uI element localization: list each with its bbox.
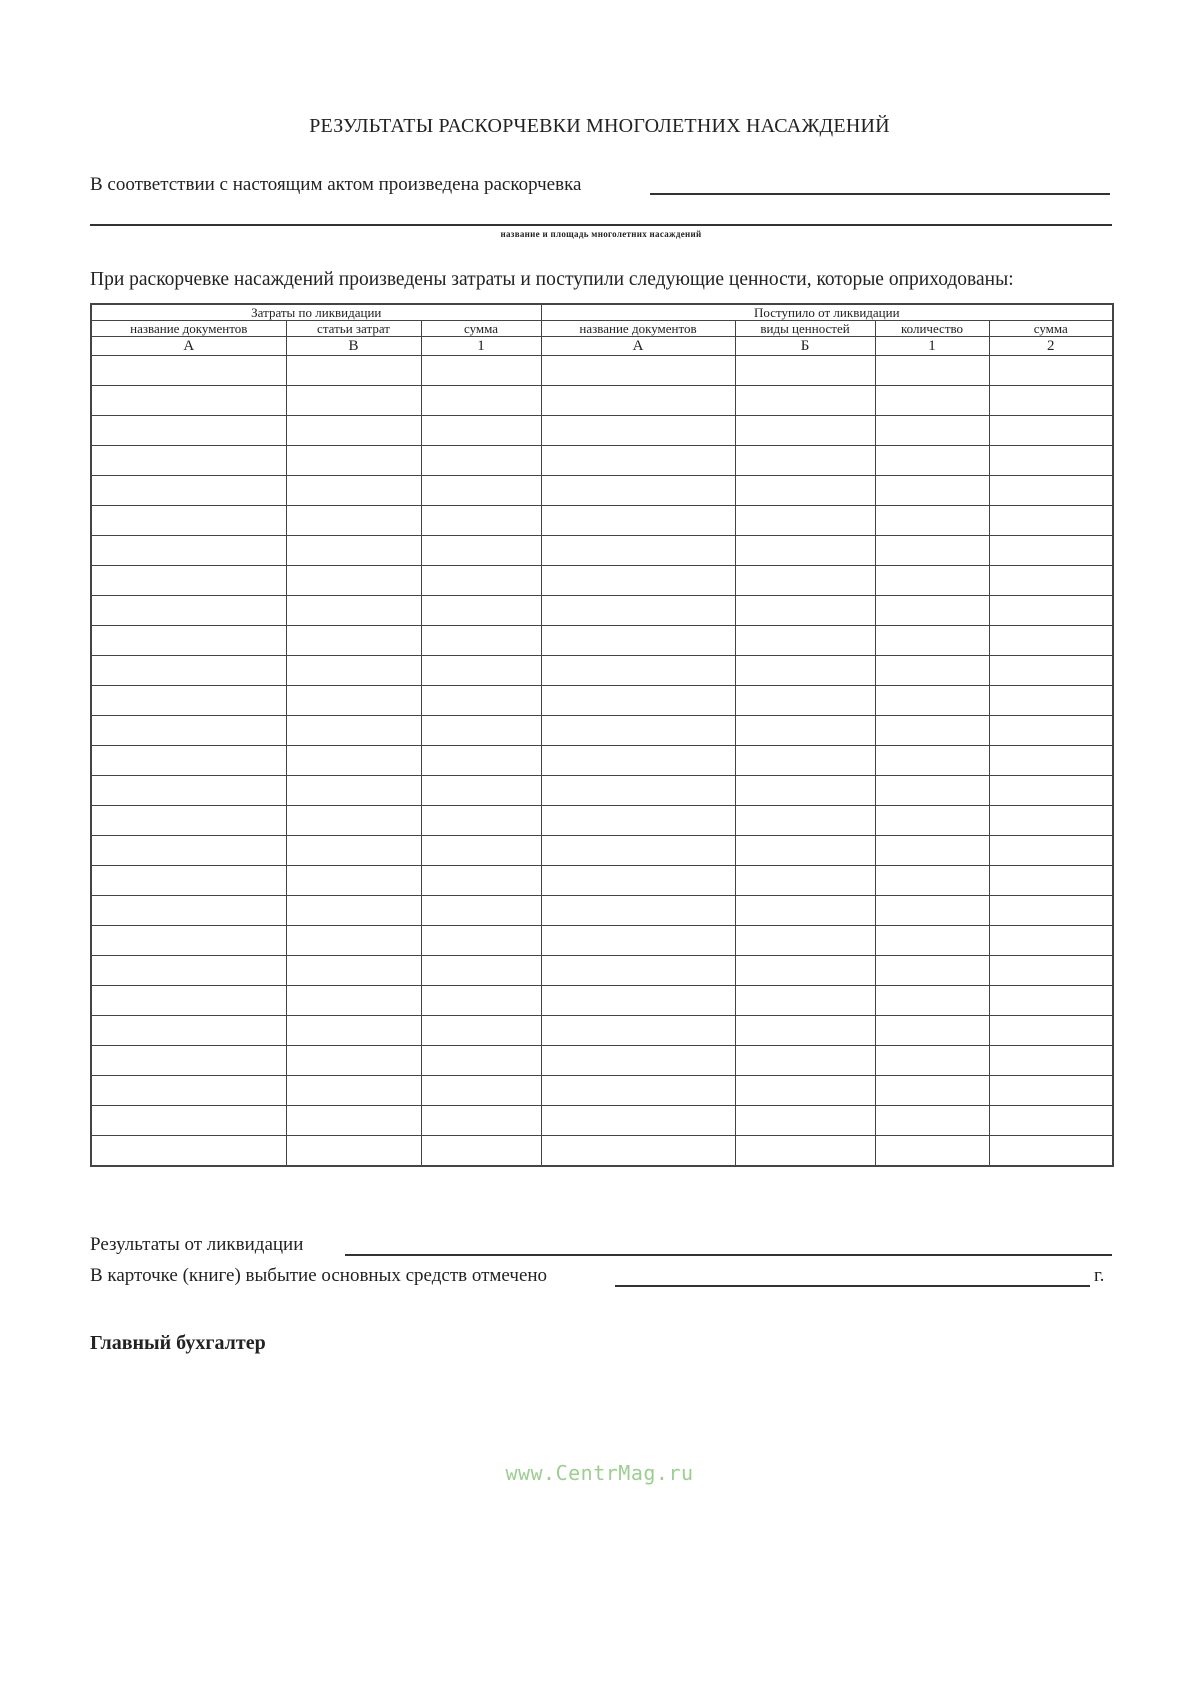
table-cell[interactable] (875, 626, 989, 656)
table-cell[interactable] (989, 356, 1113, 386)
table-cell[interactable] (541, 596, 735, 626)
table-cell[interactable] (421, 506, 541, 536)
table-cell[interactable] (286, 866, 421, 896)
col-header: виды ценностей (735, 321, 875, 337)
table-cell[interactable] (875, 416, 989, 446)
table-cell[interactable] (421, 1076, 541, 1106)
table-cell[interactable] (421, 536, 541, 566)
table-cell[interactable] (421, 476, 541, 506)
table-cell[interactable] (875, 356, 989, 386)
table-cell[interactable] (286, 356, 421, 386)
table-cell[interactable] (875, 506, 989, 536)
card-label: В карточке (книге) выбытие основных средств отмечено (90, 1265, 548, 1286)
table-cell[interactable] (286, 776, 421, 806)
table-cell[interactable] (286, 566, 421, 596)
table-row (91, 596, 1113, 626)
table-cell[interactable] (735, 806, 875, 836)
plantation-caption: название и площадь многолетних насаждений (500, 229, 702, 239)
table-row (91, 1046, 1113, 1076)
table-cell[interactable] (91, 566, 286, 596)
table-cell[interactable] (541, 926, 735, 956)
table-cell[interactable] (421, 416, 541, 446)
table-row (91, 416, 1113, 446)
table-cell[interactable] (421, 1136, 541, 1167)
table-cell[interactable] (421, 626, 541, 656)
table-cell[interactable] (735, 896, 875, 926)
table-cell[interactable] (91, 656, 286, 686)
table-cell[interactable] (541, 956, 735, 986)
table-cell[interactable] (875, 716, 989, 746)
table-cell[interactable] (541, 716, 735, 746)
table-cell[interactable] (421, 1106, 541, 1136)
table-cell[interactable] (286, 536, 421, 566)
table-cell[interactable] (421, 866, 541, 896)
table-cell[interactable] (421, 896, 541, 926)
table-cell[interactable] (541, 416, 735, 446)
table-cell[interactable] (91, 536, 286, 566)
table-cell[interactable] (541, 566, 735, 596)
table-cell[interactable] (989, 716, 1113, 746)
table-cell[interactable] (91, 896, 286, 926)
table-cell[interactable] (421, 926, 541, 956)
table-cell[interactable] (875, 656, 989, 686)
table-cell[interactable] (541, 476, 735, 506)
table-cell[interactable] (735, 1106, 875, 1136)
table-cell[interactable] (735, 956, 875, 986)
table-cell[interactable] (541, 836, 735, 866)
table-cell[interactable] (735, 506, 875, 536)
table-cell[interactable] (989, 956, 1113, 986)
table-cell[interactable] (735, 1016, 875, 1046)
table-cell[interactable] (91, 476, 286, 506)
table-cell[interactable] (421, 1046, 541, 1076)
table-cell[interactable] (421, 386, 541, 416)
table-cell[interactable] (735, 446, 875, 476)
table-cell[interactable] (541, 746, 735, 776)
table-cell[interactable] (989, 416, 1113, 446)
table-cell[interactable] (286, 446, 421, 476)
table-cell[interactable] (421, 566, 541, 596)
table-cell[interactable] (735, 1136, 875, 1167)
table-row (91, 776, 1113, 806)
table-cell[interactable] (989, 1046, 1113, 1076)
table-cell[interactable] (286, 806, 421, 836)
table-cell[interactable] (286, 836, 421, 866)
table-cell[interactable] (735, 626, 875, 656)
table-cell[interactable] (286, 596, 421, 626)
table-cell[interactable] (989, 686, 1113, 716)
table-cell[interactable] (875, 386, 989, 416)
table-cell[interactable] (735, 866, 875, 896)
col-code: 2 (989, 337, 1113, 356)
table-cell[interactable] (875, 866, 989, 896)
table-cell[interactable] (989, 746, 1113, 776)
table-cell[interactable] (91, 686, 286, 716)
table-cell[interactable] (421, 836, 541, 866)
table-cell[interactable] (286, 716, 421, 746)
col-header: количество (875, 321, 989, 337)
table-cell[interactable] (735, 566, 875, 596)
table-cell[interactable] (735, 836, 875, 866)
table-cell[interactable] (541, 536, 735, 566)
table-cell[interactable] (91, 626, 286, 656)
table-cell[interactable] (989, 866, 1113, 896)
table-cell[interactable] (91, 1106, 286, 1136)
table-cell[interactable] (286, 656, 421, 686)
table-cell[interactable] (541, 896, 735, 926)
table-cell[interactable] (989, 536, 1113, 566)
table-row (91, 1136, 1113, 1167)
table-row (91, 476, 1113, 506)
table-cell[interactable] (875, 686, 989, 716)
table-cell[interactable] (91, 956, 286, 986)
table-cell[interactable] (875, 986, 989, 1016)
table-cell[interactable] (286, 746, 421, 776)
table-cell[interactable] (541, 1106, 735, 1136)
table-cell[interactable] (989, 836, 1113, 866)
table-cell[interactable] (91, 506, 286, 536)
table-cell[interactable] (421, 356, 541, 386)
table-cell[interactable] (989, 986, 1113, 1016)
col-header: название документов (91, 321, 286, 337)
table-row (91, 626, 1113, 656)
table-cell[interactable] (735, 776, 875, 806)
table-cell[interactable] (91, 446, 286, 476)
table-row (91, 836, 1113, 866)
table-cell[interactable] (989, 776, 1113, 806)
table-row (91, 746, 1113, 776)
table-cell[interactable] (91, 1046, 286, 1076)
table-cell[interactable] (735, 746, 875, 776)
table-cell[interactable] (735, 596, 875, 626)
table-cell[interactable] (421, 776, 541, 806)
table-cell[interactable] (541, 776, 735, 806)
table-cell[interactable] (421, 806, 541, 836)
table-cell[interactable] (541, 446, 735, 476)
table-cell[interactable] (875, 1046, 989, 1076)
col-code: 1 (421, 337, 541, 356)
table-cell[interactable] (875, 926, 989, 956)
table-row (91, 806, 1113, 836)
table-cell[interactable] (91, 1136, 286, 1167)
table-cell[interactable] (989, 596, 1113, 626)
table-row (91, 716, 1113, 746)
table-cell[interactable] (541, 626, 735, 656)
intro-text: При раскорчевке насаждений произведены затраты и поступили следующие ценности, которые оприходованы: (90, 269, 1014, 290)
table-cell[interactable] (541, 686, 735, 716)
table-row (91, 446, 1113, 476)
table-body (91, 356, 1113, 1167)
table-cell[interactable] (421, 956, 541, 986)
table-cell[interactable] (421, 686, 541, 716)
table-row (91, 926, 1113, 956)
col-code: А (91, 337, 286, 356)
table-row (91, 356, 1113, 386)
table-cell[interactable] (875, 836, 989, 866)
table-cell[interactable] (91, 836, 286, 866)
table-cell[interactable] (91, 866, 286, 896)
table-cell[interactable] (91, 416, 286, 446)
table-cell[interactable] (875, 1106, 989, 1136)
table-cell[interactable] (421, 656, 541, 686)
table-cell[interactable] (875, 1016, 989, 1046)
table-cell[interactable] (421, 746, 541, 776)
table-cell[interactable] (541, 656, 735, 686)
table-cell[interactable] (286, 686, 421, 716)
table-row (91, 536, 1113, 566)
table-cell[interactable] (875, 1076, 989, 1106)
table-cell[interactable] (286, 896, 421, 926)
table-cell[interactable] (875, 806, 989, 836)
table-row (91, 386, 1113, 416)
table-cell[interactable] (875, 566, 989, 596)
signature-label: Главный бухгалтер (90, 1332, 266, 1354)
table-cell[interactable] (875, 476, 989, 506)
table-cell[interactable] (286, 926, 421, 956)
table-cell[interactable] (735, 686, 875, 716)
col-code: А (541, 337, 735, 356)
table-cell[interactable] (875, 776, 989, 806)
table-cell[interactable] (286, 1046, 421, 1076)
table-cell[interactable] (541, 1076, 735, 1106)
table-cell[interactable] (989, 386, 1113, 416)
table-cell[interactable] (735, 656, 875, 686)
table-cell[interactable] (875, 596, 989, 626)
table-cell[interactable] (286, 1106, 421, 1136)
year-suffix: г. (1094, 1265, 1105, 1286)
table-cell[interactable] (875, 446, 989, 476)
table-cell[interactable] (421, 446, 541, 476)
table-cell[interactable] (875, 746, 989, 776)
table-row (91, 506, 1113, 536)
table-cell[interactable] (91, 1016, 286, 1046)
table-cell[interactable] (989, 506, 1113, 536)
table-cell[interactable] (735, 1076, 875, 1106)
table-cell[interactable] (286, 476, 421, 506)
table-cell[interactable] (286, 626, 421, 656)
group-header-income: Поступило от ликвидации (541, 304, 1113, 321)
table-cell[interactable] (735, 416, 875, 446)
col-code: Б (735, 337, 875, 356)
table-cell[interactable] (989, 896, 1113, 926)
table-cell[interactable] (421, 986, 541, 1016)
table-cell[interactable] (989, 446, 1113, 476)
table-cell[interactable] (541, 986, 735, 1016)
liquidation-table (90, 303, 1114, 1167)
table-cell[interactable] (541, 866, 735, 896)
table-cell[interactable] (735, 986, 875, 1016)
table-cell[interactable] (875, 536, 989, 566)
card-field-line[interactable] (615, 1285, 1090, 1287)
table-cell[interactable] (541, 506, 735, 536)
table-cell[interactable] (286, 956, 421, 986)
table-cell[interactable] (735, 926, 875, 956)
plantation-field-line-2[interactable] (90, 224, 1112, 226)
page-title: РЕЗУЛЬТАТЫ РАСКОРЧЕВКИ МНОГОЛЕТНИХ НАСАЖДЕНИЙ (309, 115, 890, 137)
table-cell[interactable] (421, 1016, 541, 1046)
table-cell[interactable] (989, 626, 1113, 656)
table-cell[interactable] (989, 476, 1113, 506)
table-cell[interactable] (91, 356, 286, 386)
line1-label: В соответствии с настоящим актом произведена раскорчевка (90, 174, 582, 195)
table-cell[interactable] (91, 1076, 286, 1106)
table-cell[interactable] (286, 1076, 421, 1106)
table-cell[interactable] (989, 566, 1113, 596)
table-cell[interactable] (286, 386, 421, 416)
table-cell[interactable] (286, 986, 421, 1016)
table-cell[interactable] (989, 1016, 1113, 1046)
table-cell[interactable] (541, 386, 735, 416)
table-row (91, 1076, 1113, 1106)
table-row (91, 866, 1113, 896)
table-row (91, 1016, 1113, 1046)
table-cell[interactable] (421, 716, 541, 746)
watermark: www.CentrMag.ru (505, 1461, 694, 1485)
table-cell[interactable] (286, 416, 421, 446)
table-cell[interactable] (91, 716, 286, 746)
col-header: название документов (541, 321, 735, 337)
col-header: сумма (989, 321, 1113, 337)
table-cell[interactable] (875, 956, 989, 986)
table-cell[interactable] (735, 356, 875, 386)
plantation-field-line[interactable] (650, 193, 1110, 195)
table-cell[interactable] (735, 1046, 875, 1076)
table-cell[interactable] (541, 806, 735, 836)
results-label: Результаты от ликвидации (90, 1234, 304, 1255)
table-cell[interactable] (91, 806, 286, 836)
table-row (91, 1106, 1113, 1136)
table-cell[interactable] (91, 746, 286, 776)
results-field-line[interactable] (345, 1254, 1112, 1256)
col-header: сумма (421, 321, 541, 337)
group-header-costs: Затраты по ликвидации (91, 304, 541, 321)
table-cell[interactable] (735, 536, 875, 566)
table-cell[interactable] (91, 926, 286, 956)
table-cell[interactable] (91, 986, 286, 1016)
table-row (91, 686, 1113, 716)
table-cell[interactable] (989, 806, 1113, 836)
table-cell[interactable] (541, 1136, 735, 1167)
table-cell[interactable] (91, 596, 286, 626)
table-cell[interactable] (735, 716, 875, 746)
col-code: 1 (875, 337, 989, 356)
table-cell[interactable] (989, 1076, 1113, 1106)
table-cell[interactable] (541, 1046, 735, 1076)
table-cell[interactable] (875, 896, 989, 926)
table-cell[interactable] (989, 1106, 1113, 1136)
table-cell[interactable] (989, 926, 1113, 956)
table-cell[interactable] (286, 1016, 421, 1046)
table-cell[interactable] (989, 1136, 1113, 1167)
table-cell[interactable] (875, 1136, 989, 1167)
table-cell[interactable] (421, 596, 541, 626)
table-cell[interactable] (541, 356, 735, 386)
table-cell[interactable] (735, 386, 875, 416)
table-cell[interactable] (286, 506, 421, 536)
table-row (91, 956, 1113, 986)
table-cell[interactable] (989, 656, 1113, 686)
col-code: В (286, 337, 421, 356)
table-cell[interactable] (735, 476, 875, 506)
col-header: статьи затрат (286, 321, 421, 337)
table-row (91, 896, 1113, 926)
table-cell[interactable] (541, 1016, 735, 1046)
table-cell[interactable] (91, 776, 286, 806)
table-row (91, 986, 1113, 1016)
table-row (91, 656, 1113, 686)
table-cell[interactable] (286, 1136, 421, 1167)
table-row (91, 566, 1113, 596)
table-cell[interactable] (91, 386, 286, 416)
